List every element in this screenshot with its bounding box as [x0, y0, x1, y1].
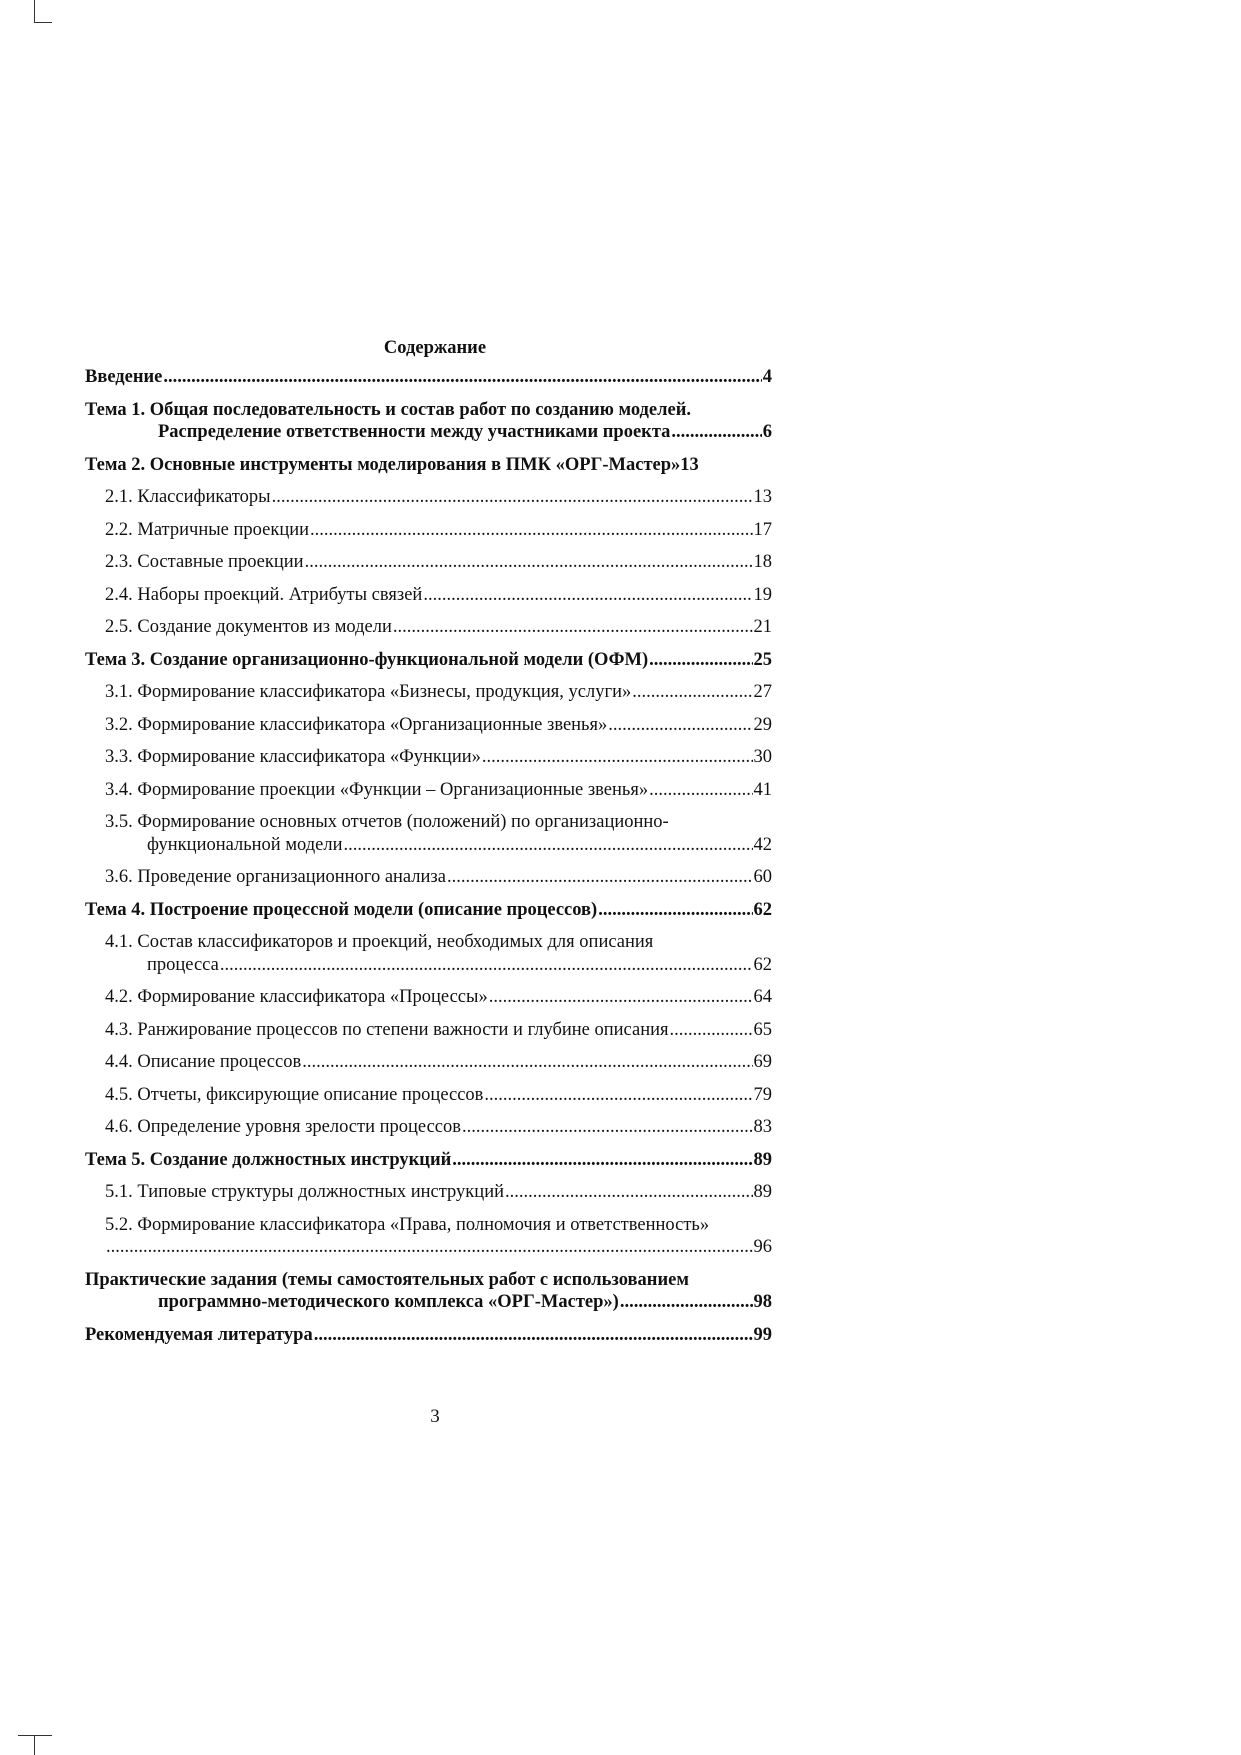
toc-entry-title: 3.5. Формирование основных отчетов (положений) по организационно- — [105, 812, 669, 832]
toc-entry-title: 5.1. Типовые структуры должностных инструкций — [105, 1182, 504, 1202]
toc-entry-title: программно-методического комплекса «ОРГ-Мастер») — [158, 1292, 619, 1312]
toc-entry-page: 62 — [753, 899, 772, 920]
toc-entry-title: 3.3. Формирование классификатора «Функции» — [105, 747, 481, 767]
toc-entry[interactable] — [85, 714, 772, 747]
toc-entry[interactable] — [85, 1181, 772, 1214]
toc-entry-line — [85, 954, 772, 977]
toc-entry-title: 2.3. Составные проекции — [105, 552, 304, 572]
toc-entry-page: 4 — [762, 367, 772, 387]
toc-entry-title: функциональной модели — [147, 834, 343, 855]
toc-title: Содержание — [383, 338, 487, 358]
toc-entry[interactable] — [85, 1324, 772, 1357]
dot-leader — [344, 834, 753, 857]
toc-entry-page: 62 — [753, 954, 772, 975]
toc-entry-page: 89 — [753, 1149, 772, 1170]
toc-entry-page: 17 — [753, 519, 772, 540]
toc-entry[interactable] — [85, 899, 772, 932]
toc-entry[interactable] — [85, 1214, 772, 1269]
toc-entry-title: 4.5. Отчеты, фиксирующие описание процессов — [105, 1084, 484, 1105]
toc-entry-line — [85, 779, 772, 802]
dot-leader — [620, 1291, 753, 1314]
toc-entry-page: 79 — [753, 1084, 772, 1105]
toc-entry-page: 83 — [753, 1117, 772, 1137]
toc-entry-line — [85, 399, 772, 422]
toc-entry-line — [85, 834, 772, 857]
toc-entry[interactable] — [85, 931, 772, 986]
dot-leader — [393, 616, 753, 639]
crop-mark-bottom-vertical — [34, 1735, 35, 1755]
dot-leader — [452, 1149, 752, 1172]
toc-entry-line — [85, 551, 772, 574]
toc-entry-title: 3.1. Формирование классификатора «Бизнесы, продукция, услуги» — [105, 682, 632, 702]
toc-entry-page: 60 — [753, 867, 772, 887]
toc-entry[interactable] — [85, 1116, 772, 1149]
toc-entry-page: 65 — [753, 1019, 772, 1040]
toc-entry[interactable] — [85, 486, 772, 519]
toc-entry-line — [85, 454, 772, 477]
dot-leader — [314, 1324, 753, 1347]
toc-entry-page: 29 — [753, 714, 772, 735]
dot-leader — [484, 1084, 752, 1107]
toc-entry-line — [85, 519, 772, 542]
crop-mark-top-vertical — [34, 0, 35, 22]
toc-entry-line — [85, 681, 772, 704]
page-number: 3 — [430, 1406, 440, 1427]
toc-entry-line — [85, 1051, 772, 1074]
dot-leader — [272, 486, 753, 509]
toc-entry-line — [85, 1149, 772, 1172]
toc-entry-page: 18 — [753, 552, 772, 572]
toc-entry-page: 69 — [753, 1052, 772, 1072]
toc-entry-line — [85, 421, 772, 444]
toc-entry[interactable] — [85, 366, 772, 399]
table-of-contents — [85, 336, 772, 1356]
dot-leader — [649, 649, 752, 672]
toc-entry-title: 4.4. Описание процессов — [105, 1052, 302, 1072]
dot-leader — [462, 1116, 753, 1139]
toc-entry-line — [85, 366, 772, 389]
dot-leader — [106, 1236, 753, 1259]
toc-entry-title: 4.1. Состав классификаторов и проекций, необходимых для описания — [105, 932, 654, 952]
dot-leader — [608, 714, 752, 737]
toc-entry-title: Распределение ответственности между участниками проекта — [158, 422, 671, 442]
toc-entry[interactable] — [85, 584, 772, 617]
toc-entry[interactable] — [85, 649, 772, 682]
toc-entry-page: 30 — [753, 747, 772, 767]
toc-entries — [85, 366, 772, 1356]
toc-entry-page: 64 — [753, 987, 772, 1007]
toc-entry[interactable] — [85, 399, 772, 454]
dot-leader — [632, 681, 752, 704]
toc-entry-title: Введение — [85, 367, 163, 387]
toc-entry-line — [85, 811, 772, 834]
dot-leader — [220, 954, 753, 977]
toc-entry-line — [85, 1214, 772, 1237]
toc-entry-title: Тема 4. Построение процессной модели (описание процессов) — [85, 899, 598, 920]
toc-entry-line — [85, 1291, 772, 1314]
crop-mark-bottom-horizontal — [18, 1735, 52, 1736]
toc-entry-title: 4.2. Формирование классификатора «Процессы» — [105, 987, 488, 1007]
toc-entry-title: 5.2. Формирование классификатора «Права, полномочия и ответственность» — [105, 1214, 710, 1235]
dot-leader — [598, 899, 752, 922]
toc-entry-title: 4.6. Определение уровня зрелости процессов — [105, 1117, 461, 1137]
dot-leader — [163, 366, 761, 389]
toc-entry-title: 2.1. Классификаторы — [105, 487, 271, 507]
toc-entry-page: 27 — [753, 682, 772, 702]
toc-entry-title: 2.5. Создание документов из модели — [105, 617, 392, 637]
toc-entry[interactable] — [85, 454, 772, 487]
toc-entry-title: процесса — [147, 954, 219, 975]
toc-entry[interactable] — [85, 866, 772, 899]
toc-entry-page: 6 — [762, 422, 772, 442]
toc-entry-page: 98 — [753, 1292, 772, 1312]
toc-entry-page: 41 — [753, 779, 772, 800]
toc-entry-title: Рекомендуемая литература — [85, 1324, 313, 1345]
toc-entry[interactable] — [85, 1019, 772, 1052]
dot-leader — [305, 551, 753, 574]
dot-leader — [423, 584, 752, 607]
toc-entry-line — [85, 616, 772, 639]
dot-leader — [482, 746, 753, 769]
toc-entry-title: Практические задания (темы самостоятельных работ с использованием — [85, 1269, 689, 1290]
toc-entry-line — [85, 649, 772, 672]
toc-entry-page: 99 — [753, 1324, 772, 1345]
toc-entry-title: 2.2. Матричные проекции — [105, 519, 310, 540]
toc-entry[interactable] — [85, 551, 772, 584]
dot-leader — [649, 779, 752, 802]
dot-leader — [505, 1181, 753, 1204]
toc-entry-page: 13 — [680, 454, 699, 475]
toc-entry-line — [85, 1116, 772, 1139]
toc-entry-title: Тема 5. Создание должностных инструкций — [85, 1149, 452, 1170]
toc-entry[interactable] — [85, 616, 772, 649]
toc-entry-title: 3.4. Формирование проекции «Функции – Организационные звенья» — [105, 779, 649, 800]
toc-entry[interactable] — [85, 519, 772, 552]
toc-entry-title: 3.6. Проведение организационного анализа — [105, 867, 446, 887]
toc-entry-line — [85, 899, 772, 922]
toc-entry-page: 19 — [753, 584, 772, 605]
toc-entry[interactable] — [85, 1084, 772, 1117]
toc-entry-page: 96 — [753, 1237, 772, 1257]
toc-entry-line — [85, 986, 772, 1009]
toc-entry-title: Тема 3. Создание организационно-функциональной модели (ОФМ) — [85, 649, 649, 670]
toc-entry[interactable] — [85, 1051, 772, 1084]
dot-leader — [302, 1051, 752, 1074]
toc-entry-line — [85, 1181, 772, 1204]
toc-entry-page: 25 — [753, 649, 772, 670]
crop-mark-top-horizontal — [34, 22, 52, 23]
toc-entry-page: 42 — [753, 834, 772, 855]
toc-entry-title: Тема 2. Основные инструменты моделирования в ПМК «ОРГ-Мастер» — [85, 454, 681, 475]
toc-entry-title: 2.4. Наборы проекций. Атрибуты связей — [105, 584, 423, 605]
toc-entry-page: 89 — [753, 1182, 772, 1202]
dot-leader — [447, 866, 753, 889]
toc-entry-title: 4.3. Ранжирование процессов по степени важности и глубине описания — [105, 1019, 669, 1040]
toc-entry-line — [85, 1019, 772, 1042]
toc-entry-page: 21 — [753, 617, 772, 637]
toc-entry[interactable] — [85, 746, 772, 779]
toc-entry[interactable] — [85, 681, 772, 714]
toc-entry-line — [85, 1084, 772, 1107]
toc-entry-line — [85, 1324, 772, 1347]
dot-leader — [671, 421, 761, 444]
dot-leader — [670, 1019, 753, 1042]
toc-entry-line — [85, 714, 772, 737]
dot-leader — [310, 519, 752, 542]
toc-entry-line — [85, 584, 772, 607]
toc-entry[interactable] — [85, 1269, 772, 1324]
toc-entry-line — [85, 866, 772, 889]
toc-entry-line — [85, 746, 772, 769]
toc-entry-page: 13 — [753, 487, 772, 507]
toc-entry[interactable] — [85, 779, 772, 812]
dot-leader — [489, 986, 753, 1009]
toc-entry[interactable] — [85, 1149, 772, 1182]
toc-entry-title: Тема 1. Общая последовательность и состав работ по созданию моделей. — [85, 399, 691, 420]
toc-entry-line — [85, 1236, 772, 1259]
toc-entry-line — [85, 486, 772, 509]
toc-entry[interactable] — [85, 986, 772, 1019]
toc-entry-title: 3.2. Формирование классификатора «Организационные звенья» — [105, 714, 608, 735]
toc-entry[interactable] — [85, 811, 772, 866]
toc-entry-line — [85, 1269, 772, 1292]
toc-entry-line — [85, 931, 772, 954]
